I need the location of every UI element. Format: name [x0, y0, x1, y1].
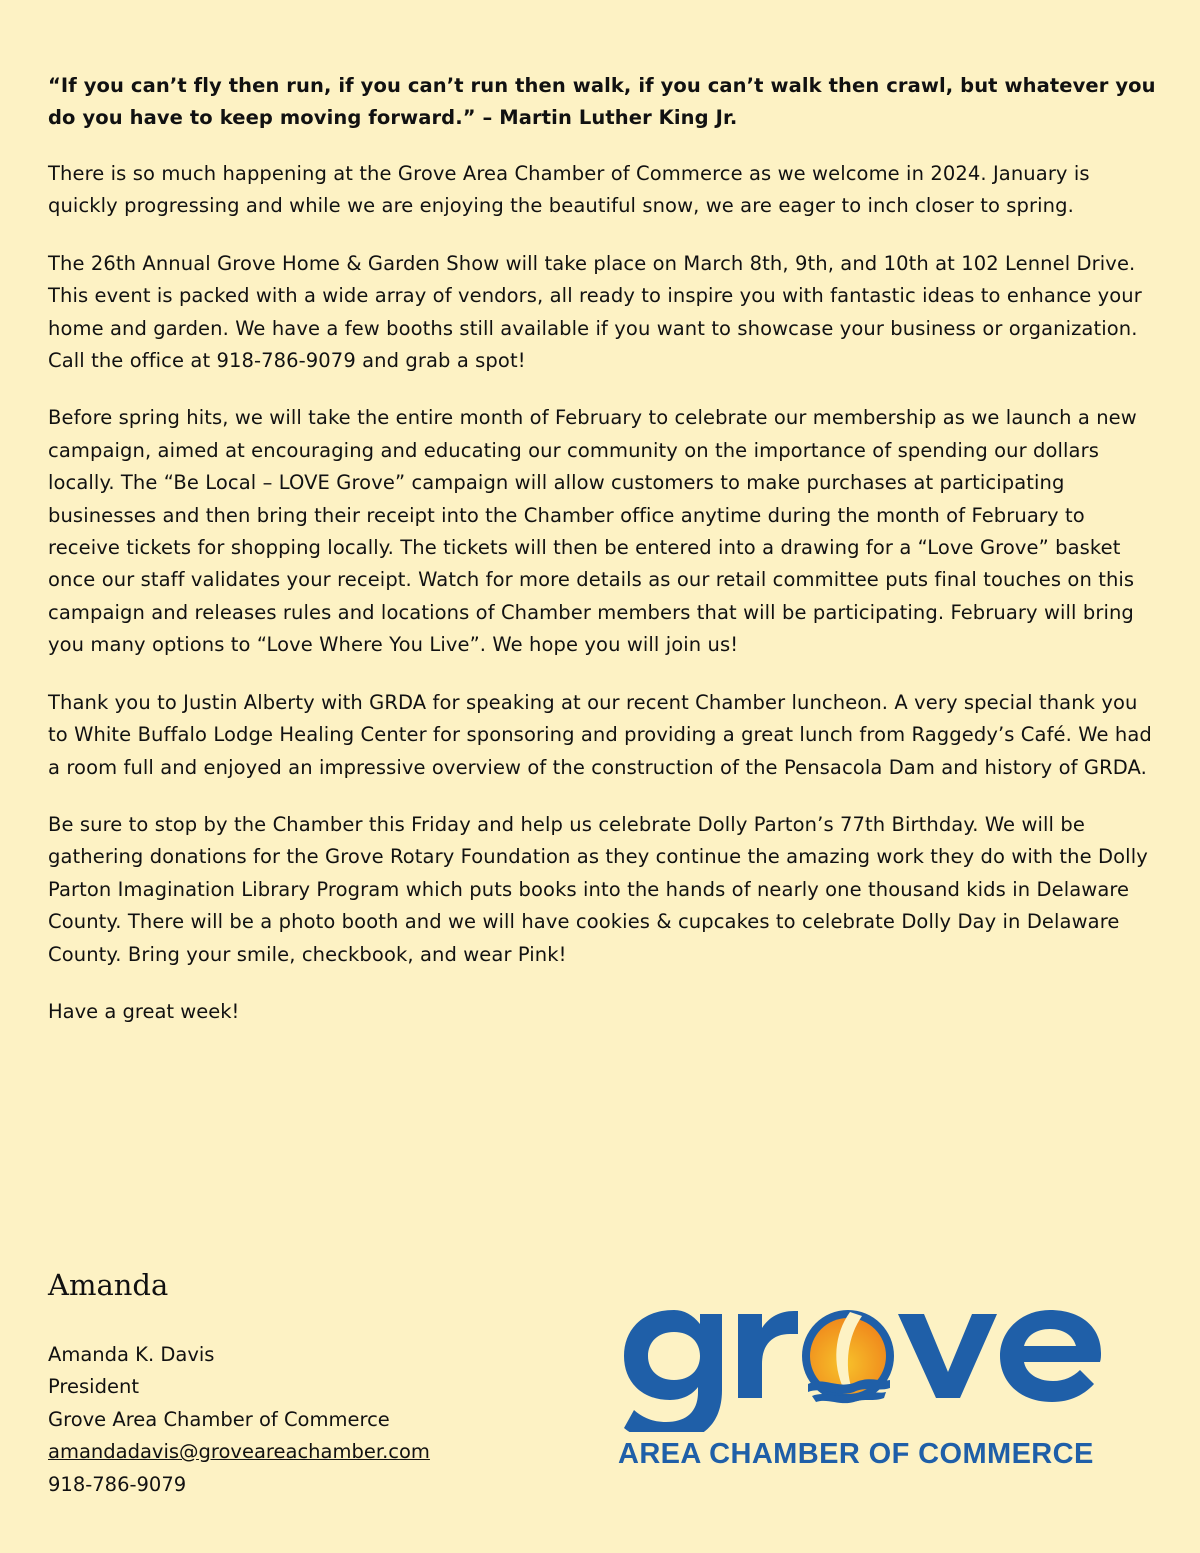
opening-quote: “If you can’t fly then run, if you can’t run then walk, if you can’t walk then crawl, but whatever you do you have to keep moving forward.” – Martin Luther King Jr.	[48, 74, 1156, 129]
paragraph-home-garden-show: The 26th Annual Grove Home & Garden Show will take place on March 8th, 9th, and 10th at 102 Lennel Drive. This event is packed with a wide array of vendors, all ready to inspire you with fantastic ideas to enhance your home and garden. We have a few booths still available if you want to showcase your business or organization. Call the office at 918-786-9079 and grab a spot!	[48, 251, 1142, 373]
contact-organization: Grove Area Chamber of Commerce	[48, 1407, 390, 1431]
signature: Amanda	[48, 1268, 169, 1302]
contact-name: Amanda K. Davis	[48, 1343, 215, 1366]
paragraph-dolly-day: Be sure to stop by the Chamber this Friday and help us celebrate Dolly Parton’s 77th Birthday. We will be gathering donations for the Grove Rotary Foundation as they continue the amazing work they do with the Dolly Parton Imagination Library Program which puts books into the hands of nearly one thousand kids in Delaware County. There will be a photo booth and we will have cookies & cupcakes to celebrate Dolly Day in Delaware County. Bring your smile, checkbook, and wear Pink!	[48, 812, 1148, 966]
grove-wordmark-logo	[612, 1272, 1132, 1432]
signoff: Have a great week!	[48, 999, 240, 1023]
paragraph-luncheon-thanks: Thank you to Justin Alberty with GRDA for speaking at our recent Chamber luncheon. A very special thank you to White Buffalo Lodge Healing Center for sponsoring and providing a great lunch from Raggedy’s Café. We had a room full and enjoyed an impressive overview of the construction of the Pensacola Dam and history of GRDA.	[48, 690, 1152, 779]
logo-tagline: AREA CHAMBER OF COMMERCE	[618, 1438, 1094, 1470]
grove-chamber-logo	[612, 1290, 1132, 1490]
paragraph-love-grove-campaign: Before spring hits, we will take the entire month of February to celebrate our membership as we launch a new campaign, aimed at encouraging and educating our community on the importance of spending our dollars locally. The “Be Local – LOVE Grove” campaign will allow customers to make purchases at participating businesses and then bring their receipt into the Chamber office anytime during the month of February to receive tickets for shopping locally. The tickets will then be entered into a drawing for a “Love Grove” basket once our staff validates your receipt. Watch for more details as our retail committee puts final touches on this campaign and releases rules and locations of Chamber members that will be participating. February will bring you many options to “Love Where You Live”. We hope you will join us!	[48, 406, 1137, 657]
contact-email-link[interactable]: amandadavis@groveareachamber.com	[48, 1440, 430, 1464]
contact-phone: 918-786-9079	[48, 1472, 187, 1496]
contact-title: President	[48, 1375, 139, 1399]
sun-sail-icon	[802, 1310, 894, 1403]
letter-body	[48, 70, 1158, 1028]
paragraph-welcome: There is so much happening at the Grove Area Chamber of Commerce as we welcome in 2024. January is quickly progressing and while we are enjoying the beautiful snow, we are eager to inch closer to spring.	[48, 162, 1090, 218]
contact-block	[48, 1339, 430, 1501]
